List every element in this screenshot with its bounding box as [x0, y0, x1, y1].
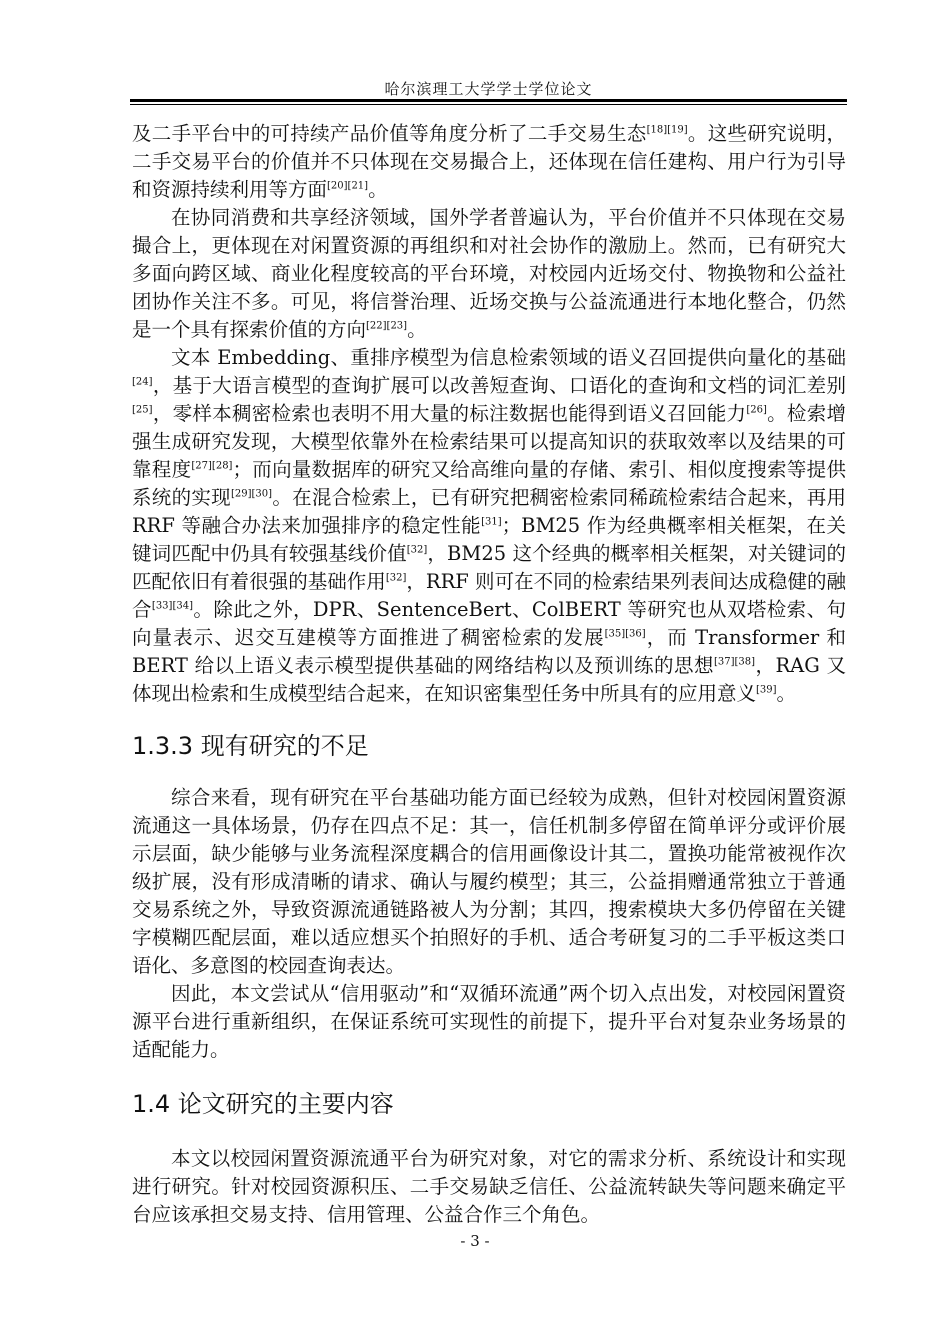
page-body — [132, 120, 846, 1229]
running-header: 哈尔滨理工大学学士学位论文 — [384, 80, 593, 98]
section-heading-1-4: 1.4 论文研究的主要内容 — [132, 1090, 394, 1118]
citation: [24] — [132, 376, 153, 388]
citation: [22][23] — [366, 320, 408, 332]
citation: [39] — [756, 684, 777, 696]
citation: [29][30] — [230, 488, 273, 500]
header-rule-thick — [130, 99, 847, 102]
paragraph-6: 本文以校园闲置资源流通平台为研究对象，对它的需求分析、系统设计和实现进行研究。针对校园资源积压、二手交易缺乏信任、公益流转缺失等问题来确定平台应该承担交易支持、信用管理、公益合作三个角色。 — [132, 1147, 846, 1226]
paragraph-1: 及二手平台中的可持续产品价值等角度分析了二手交易生态[18][19]。这些研究说明，二手交易平台的价值并不只体现在交易撮合上，还体现在信任建构、用户行为引导和资源持续利用等方面[20][21]。 — [132, 122, 846, 201]
paragraph-4: 综合来看，现有研究在平台基础功能方面已经较为成熟，但针对校园闲置资源流通这一具体场景，仍存在四点不足：其一，信任机制多停留在简单评分或评价展示层面，缺少能够与业务流程深度耦合的信用画像设计其二，置换功能常被视作次级扩展，没有形成清晰的请求、确认与履约模型；其三，公益捐赠通常独立于普通交易系统之外，导致资源流通链路被人为分割；其四，搜索模块大多仍停留在关键字模糊匹配层面，难以适应想买个拍照好的手机、适合考研复习的二手平板这类口语化、多意图的校园查询表达。 — [132, 786, 846, 977]
citation: [25] — [132, 404, 153, 416]
page-number: - 3 - — [460, 1232, 490, 1250]
citation: [18][19] — [646, 124, 688, 136]
citation: [37][38] — [713, 656, 756, 668]
paragraph-5: 因此，本文尝试从“信用驱动”和“双循环流通”两个切入点出发，对校园闲置资源平台进行重新组织，在保证系统可实现性的前提下，提升平台对复杂业务场景的适配能力。 — [132, 982, 846, 1061]
citation: [20][21] — [327, 180, 369, 192]
citation: [32] — [385, 572, 407, 584]
citation: [32] — [406, 544, 428, 556]
citation: [35][36] — [604, 628, 646, 640]
paragraph-3: 文本 Embedding、重排序模型为信息检索领域的语义召回提供向量化的基础[24]，基于大语言模型的查询扩展可以改善短查询、口语化的查询和文档的词汇差别[25]，零样本稠密检索也表明不用大量的标注数据也能得到语义召回能力[26]。检索增强生成研究发现，大模型依靠外在检索结果可以提高知识的获取效率以及结果的可靠程度[27][28]；而向量数据库的研究又给高维向量的存储、索引、相似度搜索等提供系统的实现[29][30]。在混合检索上，已有研究把稠密检索同稀疏检索结合起来，再用 RRF 等融合办法来加强排序的稳定性能[31]；BM25 作为经典概率相关框架，在关键词匹配中仍具有较强基线价值[32]，BM25 这个经典的概率相关框架，对关键词的匹配依旧有着很强的基础作用[32]，RRF 则可在不同的检索结果列表间达成稳健的融合[33][34]。除此之外，DPR、SentenceBert、ColBERT 等研究也从双塔检索、句向量表示、迟交互建模等方面推进了稠密检索的发展[35][36]，而 Transformer 和 BERT 给以上语义表示模型提供基础的网络结构以及预训练的思想[37][38]，RAG 又体现出检索和生成模型结合起来，在知识密集型任务中所具有的应用意义[39]。 — [132, 346, 846, 705]
citation: [31] — [481, 516, 502, 528]
citation: [27][28] — [191, 460, 233, 472]
header-rule-thin — [130, 104, 847, 105]
paragraph-2: 在协同消费和共享经济领域，国外学者普遍认为，平台价值并不只体现在交易撮合上，更体现在对闲置资源的再组织和对社会协作的激励上。然而，已有研究大多面向跨区域、商业化程度较高的平台环境，对校园内近场交付、物换物和公益社团协作关注不多。可见，将信誉治理、近场交换与公益流通进行本地化整合，仍然是一个具有探索价值的方向[22][23]。 — [132, 206, 846, 341]
citation: [26] — [746, 404, 767, 416]
section-heading-1-3-3: 1.3.3 现有研究的不足 — [132, 732, 369, 760]
citation: [33][34] — [151, 600, 193, 612]
